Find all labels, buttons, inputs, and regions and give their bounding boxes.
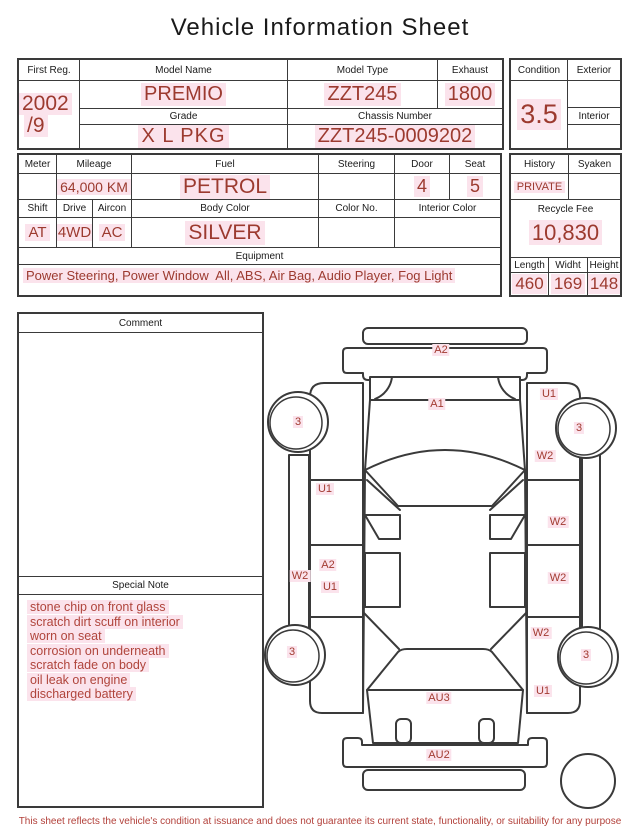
syaken-label: Syaken bbox=[568, 155, 620, 173]
first-reg-value bbox=[19, 80, 79, 148]
table-history-fees bbox=[509, 153, 622, 297]
model-type-value: ZZT245 bbox=[287, 80, 437, 108]
special-note-line: scratch dirt scuff on interior bbox=[27, 615, 262, 630]
special-note-label: Special Note bbox=[19, 576, 262, 595]
left-taillight-notch bbox=[396, 719, 411, 743]
chassis-number-value: ZZT245-0009202 bbox=[287, 124, 502, 148]
damage-marker-left-rear-door-a: A2 bbox=[321, 559, 335, 571]
body-color-label: Body Color bbox=[131, 200, 318, 217]
damage-marker-rear-bumper: AU2 bbox=[428, 749, 450, 761]
hood bbox=[370, 377, 520, 400]
shift-label: Shift bbox=[27, 203, 48, 214]
grade-value: X L PKG bbox=[79, 124, 287, 148]
windshield bbox=[365, 450, 525, 506]
right-c-pillar-line bbox=[491, 612, 527, 649]
door-label: Door bbox=[394, 155, 449, 173]
length-value: 460 bbox=[511, 272, 548, 295]
notes-panel bbox=[17, 312, 264, 808]
steering-value bbox=[318, 173, 394, 199]
interior-color-label: Interior Color bbox=[394, 200, 500, 217]
front-top-bar bbox=[363, 328, 527, 344]
right-front-window bbox=[490, 515, 525, 539]
chassis-number-label: Chassis Number bbox=[287, 108, 502, 124]
model-type-label: Model Type bbox=[287, 60, 437, 80]
width-value: 169 bbox=[548, 272, 587, 295]
shift-value: AT bbox=[19, 217, 56, 247]
right-sill-panel bbox=[582, 455, 600, 655]
color-no-label: Color No. bbox=[318, 200, 394, 217]
damage-marker-hood: A1 bbox=[430, 398, 444, 410]
seat-label: Seat bbox=[449, 155, 500, 173]
height-label: Height bbox=[587, 258, 620, 272]
drive-value: 4WD bbox=[56, 217, 92, 247]
width-label: Widht bbox=[548, 258, 587, 272]
first-reg-year: 2002 bbox=[19, 93, 72, 115]
exhaust-label: Exhaust bbox=[437, 60, 502, 80]
height-value: 148 bbox=[587, 272, 620, 295]
length-label: Length bbox=[514, 259, 545, 271]
special-note-line: oil leak on engine bbox=[27, 673, 262, 688]
damage-marker-left-rear-door-b: U1 bbox=[322, 581, 338, 593]
interior-color-value bbox=[394, 217, 500, 247]
damage-marker-right-quarter-bottom: U1 bbox=[535, 685, 551, 697]
aircon-label: Aircon bbox=[92, 200, 131, 217]
recycle-fee-value: 10,830 bbox=[529, 220, 602, 246]
damage-marker-rear-left-wheel: 3 bbox=[288, 646, 296, 658]
spare-tire bbox=[561, 754, 615, 808]
drive-label: Drive bbox=[56, 200, 92, 217]
car-damage-diagram bbox=[272, 312, 638, 810]
special-note-line: discharged battery bbox=[27, 687, 262, 702]
door-value: 4 bbox=[394, 173, 449, 199]
special-note-line: stone chip on front glass bbox=[27, 600, 262, 615]
condition-label: Condition bbox=[517, 64, 561, 76]
equipment-value: Power Steering, Power Window All, ABS, Air Bag, Audio Player, Fog Light bbox=[19, 264, 500, 295]
fuel-label: Fuel bbox=[131, 155, 318, 173]
table-condition bbox=[509, 58, 622, 150]
special-note-line: scratch fade on body bbox=[27, 658, 262, 673]
table-vehicle-identity bbox=[17, 58, 504, 150]
meter-value bbox=[19, 173, 56, 199]
aircon-value: AC bbox=[92, 217, 131, 247]
exhaust-value: 1800 bbox=[437, 80, 502, 108]
damage-marker-rear-right-wheel: 3 bbox=[582, 649, 590, 661]
history-label: History bbox=[523, 158, 556, 170]
damage-marker-right-front-door: W2 bbox=[549, 516, 567, 528]
mileage-value: 64,000 KM bbox=[56, 173, 131, 199]
model-name-value: PREMIO bbox=[79, 80, 287, 108]
damage-marker-front-left-wheel: 3 bbox=[294, 416, 302, 428]
damage-marker-right-fender-top: U1 bbox=[541, 388, 557, 400]
damage-marker-front-bumper: A2 bbox=[434, 344, 448, 356]
condition-value: 3.5 bbox=[511, 80, 567, 148]
damage-marker-left-front-door: U1 bbox=[317, 483, 333, 495]
page-title: Vehicle Information Sheet bbox=[170, 14, 470, 41]
right-rear-window bbox=[490, 553, 525, 607]
exterior-value bbox=[567, 80, 620, 107]
damage-marker-left-sill: W2 bbox=[291, 570, 309, 582]
color-no-value bbox=[318, 217, 394, 247]
special-note-line: corrosion on underneath bbox=[27, 644, 262, 659]
interior-label: Interior bbox=[567, 107, 620, 124]
table-vehicle-specs bbox=[17, 153, 502, 297]
damage-marker-right-quarter: W2 bbox=[532, 627, 550, 639]
special-note-body bbox=[19, 595, 262, 806]
first-reg-month: /9 bbox=[24, 115, 48, 137]
interior-value bbox=[567, 124, 620, 148]
rear-bottom-bar bbox=[363, 770, 525, 790]
special-note-line: worn on seat bbox=[27, 629, 262, 644]
steering-label: Steering bbox=[318, 155, 394, 173]
seat-value: 5 bbox=[449, 173, 500, 199]
left-front-window bbox=[365, 515, 400, 539]
rear-window bbox=[367, 649, 523, 690]
meter-label: Meter bbox=[24, 158, 51, 170]
first-reg-label: First Reg. bbox=[27, 64, 71, 76]
left-rear-window bbox=[365, 553, 400, 607]
body-color-value: SILVER bbox=[131, 217, 318, 247]
damage-marker-trunk: AU3 bbox=[428, 692, 450, 704]
recycle-fee-label: Recycle Fee bbox=[537, 204, 594, 215]
comment-body bbox=[19, 333, 262, 576]
damage-marker-right-rear-door: W2 bbox=[549, 572, 567, 584]
fuel-value: PETROL bbox=[131, 173, 318, 199]
comment-label: Comment bbox=[19, 314, 262, 333]
model-name-label: Model Name bbox=[79, 60, 287, 80]
history-value: PRIVATE bbox=[511, 173, 568, 199]
mileage-label: Mileage bbox=[56, 155, 131, 173]
right-front-door-panel bbox=[527, 480, 580, 545]
exterior-label: Exterior bbox=[567, 60, 620, 80]
right-taillight-notch bbox=[479, 719, 494, 743]
left-c-pillar-line bbox=[363, 612, 399, 649]
equipment-label: Equipment bbox=[19, 247, 500, 264]
syaken-value bbox=[568, 173, 620, 199]
damage-marker-right-fender-bottom: W2 bbox=[536, 450, 554, 462]
disclaimer-text: This sheet reflects the vehicle's condition at issuance and does not guarantee its current state, functionality, or suitability for any purpose bbox=[18, 816, 622, 827]
grade-label: Grade bbox=[79, 108, 287, 124]
damage-marker-front-right-wheel: 3 bbox=[575, 422, 583, 434]
